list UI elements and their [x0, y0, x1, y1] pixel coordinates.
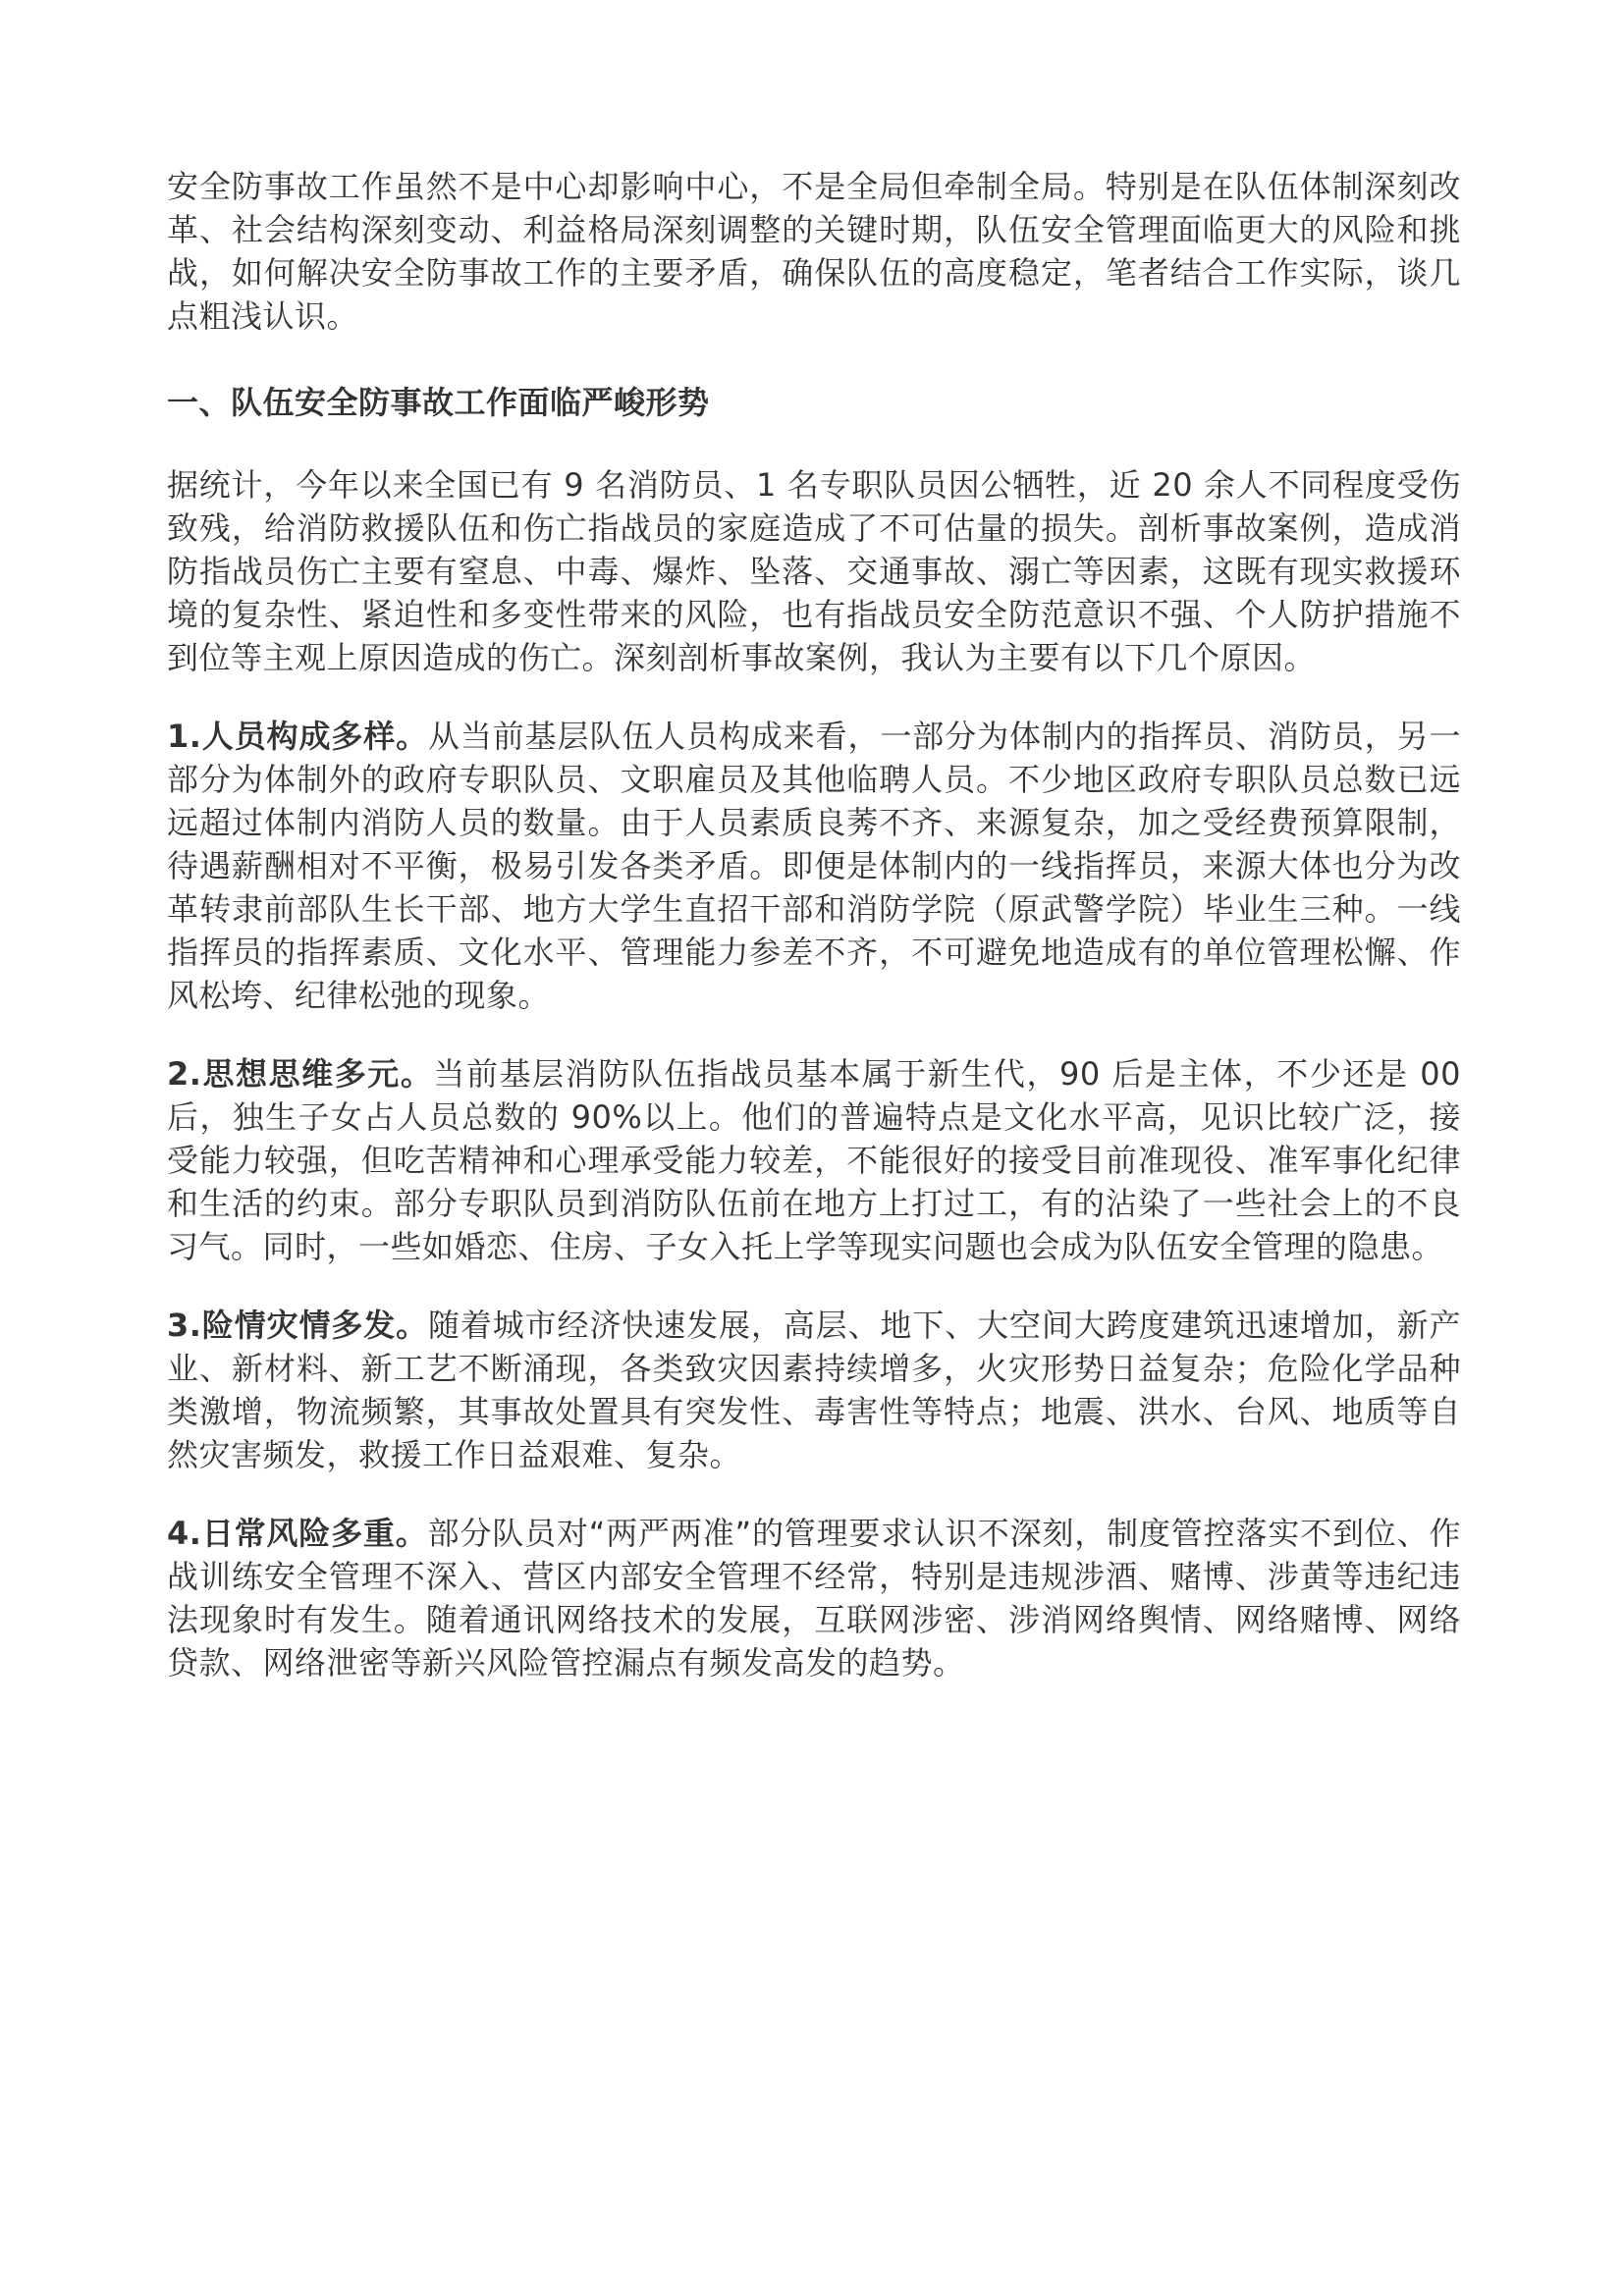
point-1-lead: 1.人员构成多样。 [167, 718, 429, 755]
point-4-text: 部分队员对“两严两准”的管理要求认识不深刻，制度管控落实不到位、作战训练安全管理不深入、营区内部安全管理不经常，特别是违规涉酒、赌博、涉黄等违纪违法现象时有发生。随着通讯网络技术的发展，互联网涉密、涉消网络舆情、网络赌博、网络贷款、网络泄密等新兴风险管控漏点有频发高发的趋势。 [167, 1515, 1461, 1682]
point-3-text: 随着城市经济快速发展，高层、地下、大空间大跨度建筑迅速增加，新产业、新材料、新工艺不断涌现，各类致灾因素持续增多，火灾形势日益复杂；危险化学品种类激增，物流频繁，其事故处置具有突发性、毒害性等特点；地震、洪水、台风、地质等自然灾害频发，救援工作日益艰难、复杂。 [167, 1307, 1461, 1473]
statistics-paragraph: 据统计，今年以来全国已有 9 名消防员、1 名专职队员因公牺牲，近 20 余人不同程度受伤致残，给消防救援队伍和伤亡指战员的家庭造成了不可估量的损失。剖析事故案例，造成消防指战员伤亡主要有窒息、中毒、爆炸、坠落、交通事故、溺亡等因素，这既有现实救援环境的复杂性、紧迫性和多变性带来的风险，也有指战员安全防范意识不强、个人防护措施不到位等主观上原因造成的伤亡。深刻剖析事故案例，我认为主要有以下几个原因。 [167, 466, 1461, 676]
intro-paragraph: 安全防事故工作虽然不是中心却影响中心，不是全局但牵制全局。特别是在队伍体制深刻改革、社会结构深刻变动、利益格局深刻调整的关键时期，队伍安全管理面临更大的风险和挑战，如何解决安全防事故工作的主要矛盾，确保队伍的高度稳定，笔者结合工作实际，谈几点粗浅认识。 [167, 168, 1461, 335]
point-2-text: 当前基层消防队伍指战员基本属于新生代，90 后是主体，不少还是 00 后，独生子女占人员总数的 90%以上。他们的普遍特点是文化水平高，见识比较广泛，接受能力较强，但吃苦精神和心理承受能力较差，不能很好的接受目前准现役、准军事化纪律和生活的约束。部分专职队员到消防队伍前在地方上打过工，有的沾染了一些社会上的不良习气。同时，一些如婚恋、住房、子女入托上学等现实问题也会成为队伍安全管理的隐患。 [167, 1055, 1461, 1265]
point-2-lead: 2.思想思维多元。 [167, 1055, 434, 1093]
point-4 [167, 1512, 1461, 1684]
point-2 [167, 1052, 1461, 1268]
point-4-lead: 4.日常风险多重。 [167, 1515, 428, 1552]
point-3-lead: 3.险情灾情多发。 [167, 1307, 429, 1344]
point-1 [167, 715, 1461, 1017]
point-3 [167, 1304, 1461, 1476]
point-1-text: 从当前基层队伍人员构成来看，一部分为体制内的指挥员、消防员，另一部分为体制外的政府专职队员、文职雇员及其他临聘人员。不少地区政府专职队员总数已远远超过体制内消防人员的数量。由于人员素质良莠不齐、来源复杂，加之受经费预算限制，待遇薪酬相对不平衡，极易引发各类矛盾。即便是体制内的一线指挥员，来源大体也分为改革转隶前部队生长干部、地方大学生直招干部和消防学院（原武警学院）毕业生三种。一线指挥员的指挥素质、文化水平、管理能力参差不齐，不可避免地造成有的单位管理松懈、作风松垮、纪律松弛的现象。 [167, 718, 1461, 1014]
section-heading: 一、队伍安全防事故工作面临严峻形势 [167, 384, 710, 421]
